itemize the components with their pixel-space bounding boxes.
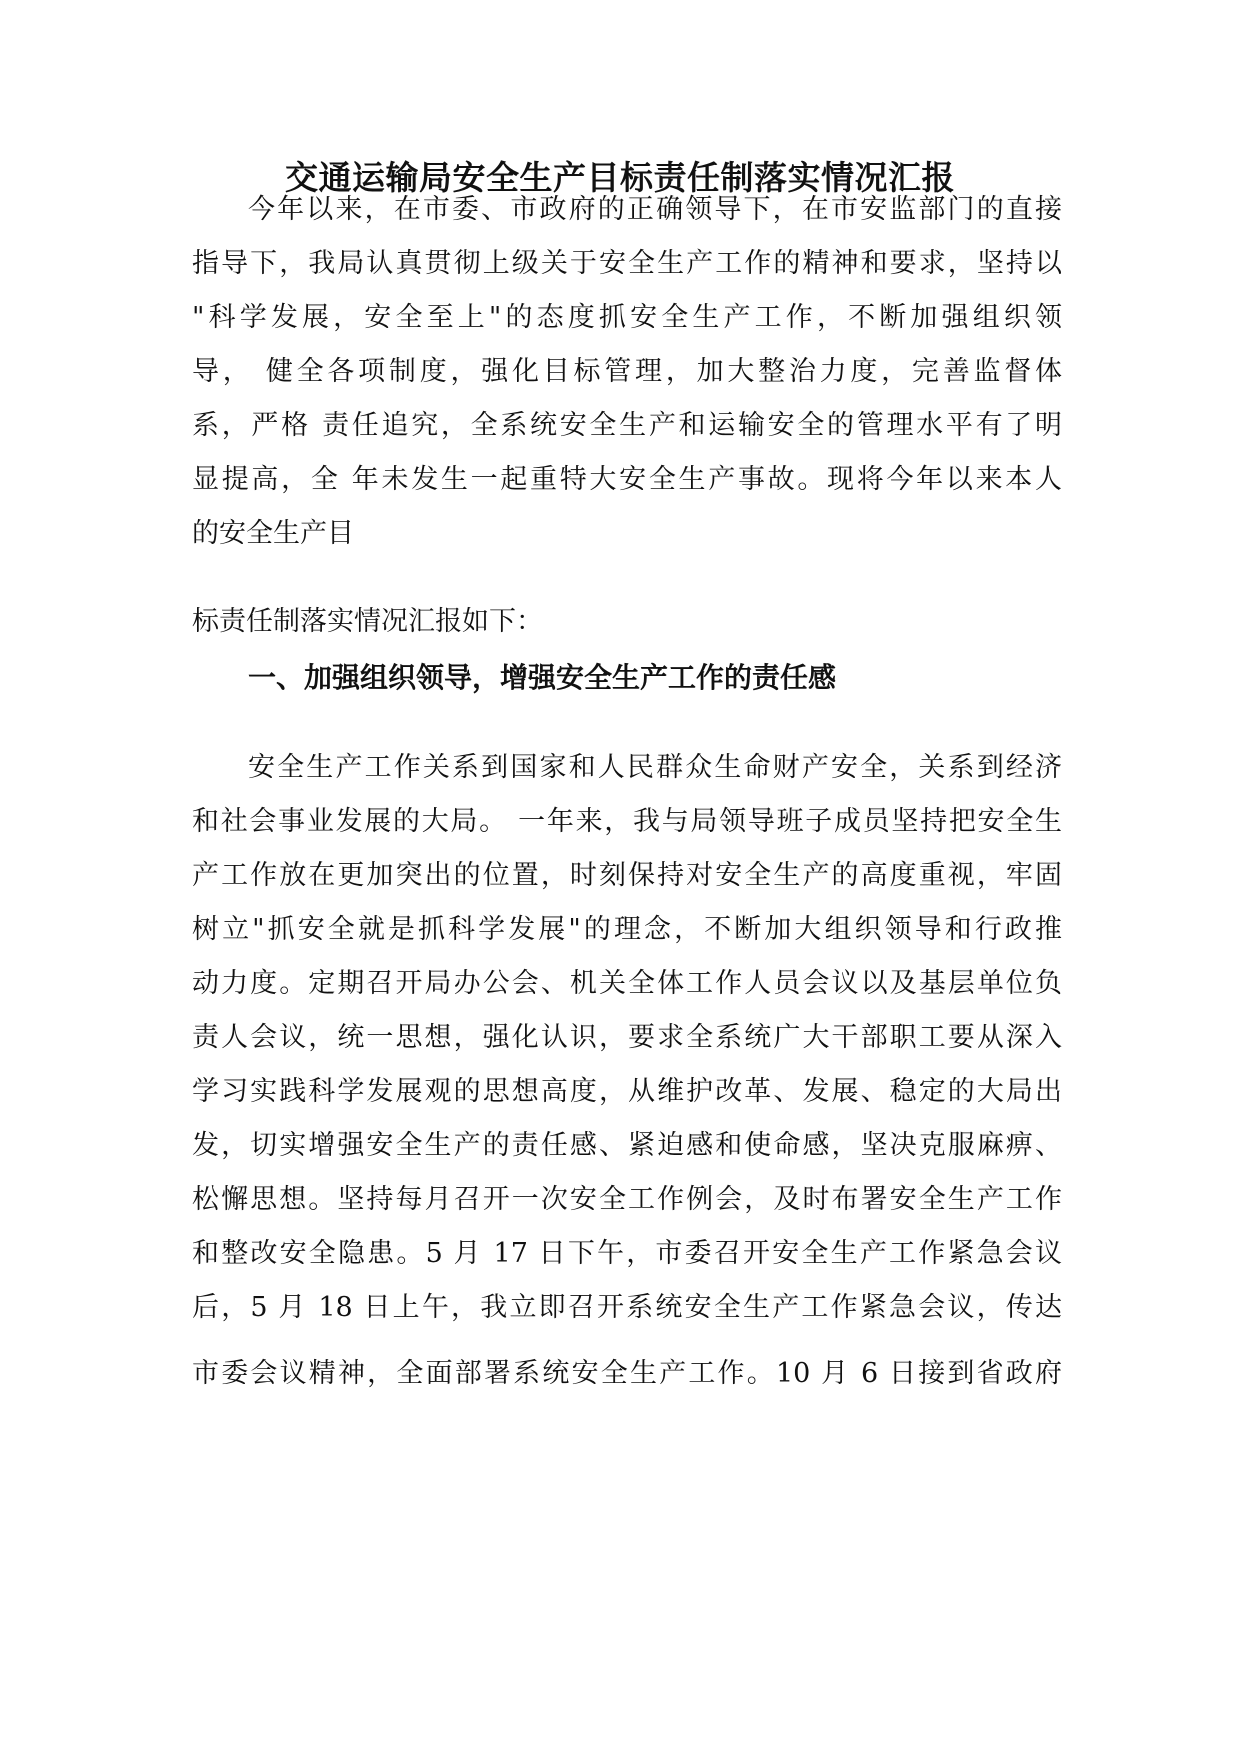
paragraph-line: 的安全生产目 bbox=[192, 518, 354, 549]
paragraph-line: 指导下，我局认真贯彻上级关于安全生产工作的精神和要求，坚持以 bbox=[192, 248, 1062, 279]
paragraph-line: 标责任制落实情况汇报如下： bbox=[192, 606, 543, 637]
paragraph-line: 今年以来，在市委、市政府的正确领导下，在市安监部门的直接 bbox=[248, 194, 1062, 225]
paragraph-line: 和整改安全隐患。5 月 17 日下午，市委召开安全生产工作紧急会议 bbox=[192, 1238, 1062, 1269]
paragraph-line: "科学发展，安全至上"的态度抓安全生产工作，不断加强组织领 bbox=[192, 302, 1062, 333]
section-heading: 一、加强组织领导，增强安全生产工作的责任感 bbox=[248, 661, 837, 694]
paragraph-line: 责人会议，统一思想，强化认识，要求全系统广大干部职工要从深入 bbox=[192, 1022, 1062, 1053]
document-title: 交通运输局安全生产目标责任制落实情况汇报 bbox=[285, 158, 955, 197]
paragraph-line: 产工作放在更加突出的位置，时刻保持对安全生产的高度重视，牢固 bbox=[192, 860, 1062, 891]
paragraph-line: 显提高，全 年未发生一起重特大安全生产事故。现将今年以来本人 bbox=[192, 464, 1062, 495]
paragraph-line: 和社会事业发展的大局。 一年来，我与局领导班子成员坚持把安全生 bbox=[192, 806, 1062, 837]
paragraph-line: 发，切实增强安全生产的责任感、紧迫感和使命感，坚决克服麻痹、 bbox=[192, 1130, 1062, 1161]
paragraph-line: 树立"抓安全就是抓科学发展"的理念，不断加大组织领导和行政推 bbox=[192, 914, 1062, 945]
paragraph-line: 导， 健全各项制度，强化目标管理，加大整治力度，完善监督体 bbox=[192, 356, 1062, 387]
paragraph-line: 后，5 月 18 日上午，我立即召开系统安全生产工作紧急会议，传达 bbox=[192, 1292, 1062, 1323]
paragraph-line: 学习实践科学发展观的思想高度，从维护改革、发展、稳定的大局出 bbox=[192, 1076, 1062, 1107]
paragraph-line: 动力度。定期召开局办公会、机关全体工作人员会议以及基层单位负 bbox=[192, 968, 1062, 999]
paragraph-line: 系，严格 责任追究，全系统安全生产和运输安全的管理水平有了明 bbox=[192, 410, 1062, 441]
paragraph-line: 安全生产工作关系到国家和人民群众生命财产安全，关系到经济 bbox=[248, 752, 1062, 783]
paragraph-line: 松懈思想。坚持每月召开一次安全工作例会，及时布署安全生产工作 bbox=[192, 1184, 1062, 1215]
paragraph-line: 市委会议精神，全面部署系统安全生产工作。10 月 6 日接到省政府 bbox=[192, 1358, 1062, 1389]
